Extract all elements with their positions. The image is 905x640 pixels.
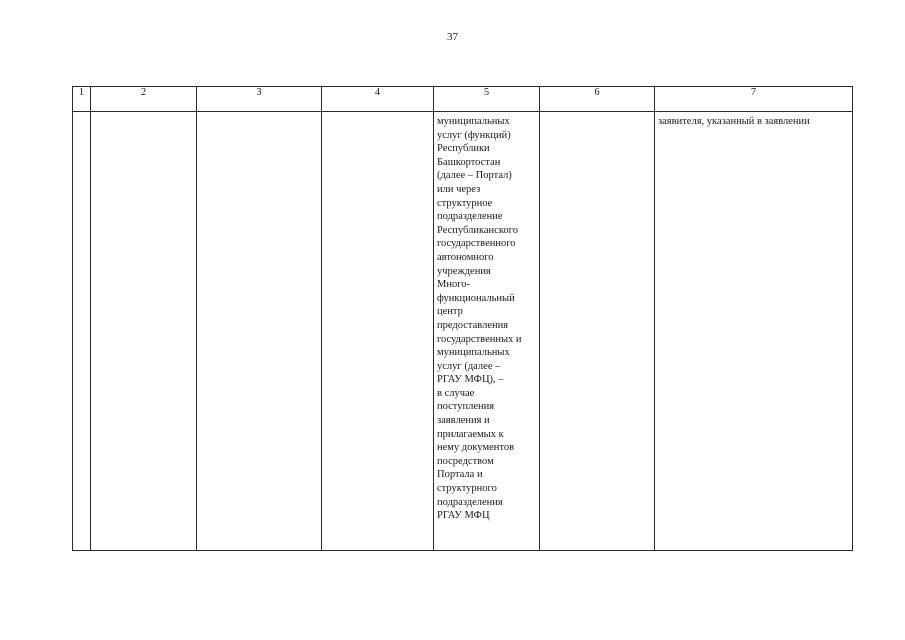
- header-cell-3: 3: [197, 87, 322, 112]
- cell-col4: [322, 112, 434, 551]
- header-cell-7: 7: [655, 87, 853, 112]
- cell-col5: [434, 112, 540, 551]
- header-cell-5: 5: [434, 87, 540, 112]
- table-header-row: [73, 87, 853, 112]
- cell-col3: [197, 112, 322, 551]
- page-number: 37: [447, 31, 458, 43]
- header-cell-1: 1: [73, 87, 91, 112]
- header-cell-6: 6: [540, 87, 655, 112]
- table-row: [73, 112, 853, 551]
- cell-col7: [655, 112, 853, 551]
- cell-col2: [91, 112, 197, 551]
- cell-col6: [540, 112, 655, 551]
- document-table: [72, 86, 853, 551]
- header-cell-4: 4: [322, 87, 434, 112]
- cell-col1: [73, 112, 91, 551]
- cell-col7-text: заявителя, указанный в заявлении: [658, 116, 810, 127]
- header-cell-2: 2: [91, 87, 197, 112]
- cell-col5-text: муниципальных услуг (функций) Республики Башкортостан (далее – Портал) или через структурное подразделение Республиканского государственного автономного учреждения Много- функциональный центр предоставления государственных и муниципальных услуг (далее – РГАУ МФЦ), – в случае поступления заявления и прилагаемых к нему документов посредством Портала и структурного подразделения РГАУ МФЦ: [437, 116, 522, 522]
